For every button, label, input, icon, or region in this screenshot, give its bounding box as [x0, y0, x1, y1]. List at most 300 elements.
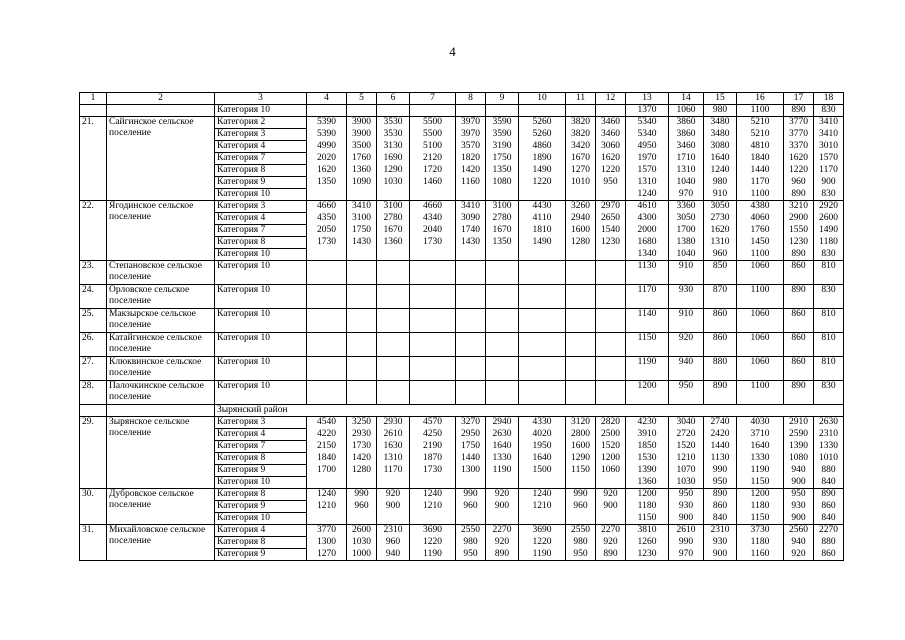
value-cell: 1350 — [486, 237, 519, 249]
value-cell: 4250 — [410, 429, 456, 441]
value-cell: 960 — [566, 501, 596, 513]
header-cell: 8 — [456, 93, 486, 105]
value-cell: 1100 — [737, 381, 784, 405]
category-cell: Категория 3 — [215, 201, 307, 213]
value-cell: 1310 — [626, 177, 669, 189]
value-cell: 970 — [669, 189, 704, 201]
value-cell: 1690 — [377, 153, 410, 165]
value-cell: 1430 — [456, 237, 486, 249]
value-cell: 1490 — [519, 237, 566, 249]
header-cell: 13 — [626, 93, 669, 105]
value-cell: 910 — [669, 309, 704, 333]
value-cell: 870 — [704, 285, 737, 309]
value-cell: 4990 — [307, 141, 347, 153]
value-cell: 1390 — [626, 465, 669, 477]
value-cell: 1190 — [737, 465, 784, 477]
category-cell: Категория 9 — [215, 465, 307, 477]
value-cell: 1100 — [737, 285, 784, 309]
value-cell: 970 — [669, 549, 704, 561]
value-cell: 2270 — [486, 525, 519, 537]
value-cell: 890 — [596, 549, 626, 561]
value-cell: 1190 — [626, 357, 669, 381]
value-cell: 3120 — [566, 417, 596, 429]
value-cell: 830 — [814, 381, 844, 405]
value-cell: 1200 — [737, 489, 784, 501]
value-cell: 5390 — [307, 117, 347, 129]
value-cell: 940 — [784, 537, 814, 549]
header-cell: 17 — [784, 93, 814, 105]
value-cell — [596, 189, 626, 201]
value-cell: 1520 — [596, 441, 626, 453]
value-cell: 2920 — [814, 201, 844, 213]
value-cell — [596, 333, 626, 357]
category-cell: Категория 10 — [215, 381, 307, 405]
value-cell — [377, 513, 410, 525]
value-cell: 3530 — [377, 117, 410, 129]
category-cell: Категория 2 — [215, 117, 307, 129]
value-cell — [566, 477, 596, 489]
value-cell: 940 — [669, 357, 704, 381]
category-cell: Категория 8 — [215, 237, 307, 249]
value-cell: 1240 — [519, 489, 566, 501]
value-cell: 3970 — [456, 129, 486, 141]
value-cell: 1000 — [347, 549, 377, 561]
value-cell: 2820 — [596, 417, 626, 429]
value-cell: 1150 — [626, 333, 669, 357]
value-cell: 1630 — [377, 441, 410, 453]
value-cell: 4950 — [626, 141, 669, 153]
value-cell — [596, 381, 626, 405]
value-cell: 1460 — [410, 177, 456, 189]
value-cell — [377, 333, 410, 357]
value-cell: 1060 — [737, 333, 784, 357]
value-cell: 1440 — [456, 453, 486, 465]
value-cell — [410, 333, 456, 357]
table-header-row — [80, 93, 844, 105]
value-cell — [410, 477, 456, 489]
value-cell: 890 — [704, 381, 737, 405]
value-cell: 1270 — [566, 165, 596, 177]
table-row — [80, 201, 844, 213]
value-cell: 2650 — [596, 213, 626, 225]
value-cell: 1640 — [486, 441, 519, 453]
value-cell: 3260 — [566, 201, 596, 213]
value-cell: 4810 — [737, 141, 784, 153]
value-cell: 980 — [704, 105, 737, 117]
settlement-name: Дубровское сельское поселение — [107, 489, 215, 525]
value-cell: 2630 — [814, 417, 844, 429]
row-number: 29. — [80, 417, 107, 489]
value-cell: 2550 — [456, 525, 486, 537]
value-cell: 990 — [456, 489, 486, 501]
value-cell: 3410 — [456, 201, 486, 213]
value-cell: 1490 — [519, 165, 566, 177]
category-cell: Категория 10 — [215, 357, 307, 381]
value-cell: 1720 — [410, 165, 456, 177]
value-cell: 2270 — [814, 525, 844, 537]
category-cell: Категория 10 — [215, 285, 307, 309]
value-cell: 1420 — [456, 165, 486, 177]
value-cell: 860 — [704, 309, 737, 333]
value-cell: 860 — [704, 333, 737, 357]
value-cell: 900 — [784, 477, 814, 489]
value-cell — [519, 285, 566, 309]
value-cell: 4060 — [737, 213, 784, 225]
category-cell: Категория 9 — [215, 177, 307, 189]
settlement-name: Ягодинское сельское поселение — [107, 201, 215, 261]
value-cell — [377, 309, 410, 333]
value-cell: 1200 — [596, 453, 626, 465]
value-cell — [307, 333, 347, 357]
value-cell: 1680 — [626, 237, 669, 249]
value-cell: 3900 — [347, 129, 377, 141]
value-cell: 810 — [814, 357, 844, 381]
value-cell: 860 — [784, 357, 814, 381]
value-cell: 3460 — [596, 129, 626, 141]
value-cell: 2910 — [784, 417, 814, 429]
value-cell: 5100 — [410, 141, 456, 153]
value-cell — [377, 477, 410, 489]
category-cell: Категория 7 — [215, 441, 307, 453]
value-cell — [347, 309, 377, 333]
value-cell — [456, 249, 486, 261]
value-cell: 920 — [596, 489, 626, 501]
value-cell: 980 — [566, 537, 596, 549]
value-cell: 1230 — [784, 237, 814, 249]
header-cell: 5 — [347, 93, 377, 105]
value-cell — [347, 285, 377, 309]
table-row — [80, 117, 844, 129]
value-cell: 4330 — [519, 417, 566, 429]
value-cell: 840 — [704, 513, 737, 525]
category-cell: Категория 10 — [215, 189, 307, 201]
header-cell: 3 — [215, 93, 307, 105]
value-cell: 990 — [669, 537, 704, 549]
value-cell: 1620 — [596, 153, 626, 165]
value-cell — [307, 249, 347, 261]
value-cell — [519, 309, 566, 333]
value-cell: 1970 — [626, 153, 669, 165]
value-cell: 4860 — [519, 141, 566, 153]
value-cell: 1850 — [626, 441, 669, 453]
value-cell: 890 — [784, 285, 814, 309]
value-cell: 4660 — [410, 201, 456, 213]
value-cell: 4610 — [626, 201, 669, 213]
value-cell — [566, 261, 596, 285]
value-cell: 3570 — [456, 141, 486, 153]
value-cell: 3820 — [566, 129, 596, 141]
value-cell: 960 — [704, 249, 737, 261]
value-cell: 900 — [704, 549, 737, 561]
value-cell: 2930 — [377, 417, 410, 429]
value-cell — [596, 285, 626, 309]
value-cell: 2610 — [377, 429, 410, 441]
settlement-name: Михайловское сельское поселение — [107, 525, 215, 561]
row-number: 25. — [80, 309, 107, 333]
value-cell: 1520 — [669, 441, 704, 453]
value-cell: 890 — [784, 105, 814, 117]
value-cell — [566, 309, 596, 333]
value-cell: 1870 — [410, 453, 456, 465]
value-cell: 920 — [486, 537, 519, 549]
value-cell: 3710 — [737, 429, 784, 441]
header-cell: 14 — [669, 93, 704, 105]
value-cell: 1330 — [486, 453, 519, 465]
value-cell: 1240 — [626, 189, 669, 201]
value-cell: 5500 — [410, 117, 456, 129]
value-cell: 950 — [566, 549, 596, 561]
value-cell: 990 — [347, 489, 377, 501]
value-cell: 960 — [456, 501, 486, 513]
value-cell: 4300 — [626, 213, 669, 225]
value-cell — [596, 357, 626, 381]
value-cell: 2900 — [784, 213, 814, 225]
value-cell: 1170 — [814, 165, 844, 177]
value-cell: 2940 — [566, 213, 596, 225]
table-row — [80, 525, 844, 537]
value-cell: 2050 — [307, 225, 347, 237]
value-cell: 1220 — [784, 165, 814, 177]
table-row — [80, 417, 844, 429]
value-cell — [486, 249, 519, 261]
value-cell: 3970 — [456, 117, 486, 129]
header-cell: 12 — [596, 93, 626, 105]
value-cell: 1290 — [566, 453, 596, 465]
value-cell: 1240 — [307, 489, 347, 501]
value-cell — [410, 309, 456, 333]
category-cell: Категория 7 — [215, 225, 307, 237]
value-cell: 1080 — [784, 453, 814, 465]
value-cell: 1640 — [704, 153, 737, 165]
value-cell: 4340 — [410, 213, 456, 225]
value-cell — [519, 357, 566, 381]
category-cell: Категория 4 — [215, 525, 307, 537]
value-cell: 1670 — [566, 153, 596, 165]
value-cell: 2800 — [566, 429, 596, 441]
value-cell — [566, 513, 596, 525]
value-cell: 1440 — [737, 165, 784, 177]
value-cell: 3060 — [596, 141, 626, 153]
value-cell: 1500 — [519, 465, 566, 477]
value-cell: 4020 — [519, 429, 566, 441]
value-cell: 950 — [456, 549, 486, 561]
value-cell — [566, 105, 596, 117]
value-cell: 1040 — [669, 249, 704, 261]
value-cell: 1220 — [519, 177, 566, 189]
header-cell: 6 — [377, 93, 410, 105]
value-cell: 1080 — [486, 177, 519, 189]
value-cell: 1010 — [566, 177, 596, 189]
value-cell: 1190 — [410, 549, 456, 561]
value-cell: 3690 — [519, 525, 566, 537]
value-cell — [596, 477, 626, 489]
row-number — [80, 105, 107, 117]
value-cell — [519, 513, 566, 525]
value-cell — [347, 249, 377, 261]
value-cell — [410, 105, 456, 117]
value-cell: 3040 — [669, 417, 704, 429]
value-cell — [486, 285, 519, 309]
value-cell: 1160 — [456, 177, 486, 189]
value-cell: 4230 — [626, 417, 669, 429]
value-cell: 880 — [704, 357, 737, 381]
header-cell: 11 — [566, 93, 596, 105]
value-cell: 5260 — [519, 129, 566, 141]
value-cell: 840 — [814, 477, 844, 489]
value-cell: 930 — [669, 285, 704, 309]
value-cell: 2610 — [669, 525, 704, 537]
value-cell: 920 — [377, 489, 410, 501]
value-cell — [596, 513, 626, 525]
value-cell: 1750 — [456, 441, 486, 453]
value-cell: 2190 — [410, 441, 456, 453]
value-cell: 2630 — [486, 429, 519, 441]
value-cell: 890 — [784, 189, 814, 201]
tariff-table — [79, 92, 844, 561]
value-cell: 1150 — [626, 513, 669, 525]
table-row — [80, 285, 844, 309]
value-cell: 900 — [377, 501, 410, 513]
value-cell: 920 — [784, 549, 814, 561]
value-cell — [377, 105, 410, 117]
value-cell: 1100 — [737, 189, 784, 201]
value-cell: 900 — [669, 513, 704, 525]
value-cell: 2040 — [410, 225, 456, 237]
value-cell — [456, 381, 486, 405]
value-cell: 1170 — [737, 177, 784, 189]
value-cell — [566, 285, 596, 309]
value-cell: 1730 — [410, 465, 456, 477]
value-cell: 1570 — [814, 153, 844, 165]
value-cell: 1150 — [737, 513, 784, 525]
value-cell: 3100 — [486, 201, 519, 213]
value-cell — [377, 357, 410, 381]
value-cell: 1060 — [737, 261, 784, 285]
value-cell: 3250 — [347, 417, 377, 429]
value-cell: 1210 — [669, 453, 704, 465]
value-cell: 1670 — [486, 225, 519, 237]
value-cell: 990 — [566, 489, 596, 501]
value-cell: 900 — [596, 501, 626, 513]
value-cell: 2780 — [486, 213, 519, 225]
row-number: 27. — [80, 357, 107, 381]
value-cell: 3370 — [784, 141, 814, 153]
value-cell: 3410 — [347, 201, 377, 213]
value-cell — [456, 261, 486, 285]
value-cell: 2720 — [669, 429, 704, 441]
value-cell — [347, 261, 377, 285]
row-number: 21. — [80, 117, 107, 201]
row-number: 26. — [80, 333, 107, 357]
value-cell: 1190 — [486, 465, 519, 477]
value-cell — [410, 381, 456, 405]
value-cell: 1360 — [347, 165, 377, 177]
category-cell: Категория 10 — [215, 513, 307, 525]
value-cell — [596, 261, 626, 285]
settlement-name: Палочкинское сельское поселение — [107, 381, 215, 405]
category-cell: Категория 3 — [215, 129, 307, 141]
value-cell — [596, 309, 626, 333]
value-cell — [519, 105, 566, 117]
value-cell — [486, 261, 519, 285]
value-cell: 3860 — [669, 129, 704, 141]
value-cell: 2270 — [596, 525, 626, 537]
value-cell: 4350 — [307, 213, 347, 225]
value-cell: 1600 — [566, 441, 596, 453]
row-number: 28. — [80, 381, 107, 405]
value-cell: 3460 — [669, 141, 704, 153]
value-cell: 960 — [377, 537, 410, 549]
value-cell: 3770 — [307, 525, 347, 537]
header-cell: 2 — [107, 93, 215, 105]
header-cell: 4 — [307, 93, 347, 105]
value-cell: 1890 — [519, 153, 566, 165]
value-cell: 930 — [784, 501, 814, 513]
value-cell: 3130 — [377, 141, 410, 153]
value-cell: 2560 — [784, 525, 814, 537]
value-cell: 980 — [456, 537, 486, 549]
category-cell: Категория 4 — [215, 429, 307, 441]
value-cell: 950 — [704, 477, 737, 489]
value-cell: 1180 — [814, 237, 844, 249]
header-cell: 9 — [486, 93, 519, 105]
value-cell: 1640 — [737, 441, 784, 453]
value-cell: 900 — [486, 501, 519, 513]
value-cell — [347, 513, 377, 525]
value-cell: 950 — [669, 489, 704, 501]
value-cell: 940 — [377, 549, 410, 561]
value-cell: 3530 — [377, 129, 410, 141]
value-cell: 860 — [784, 309, 814, 333]
settlement-name — [107, 105, 215, 117]
value-cell — [347, 189, 377, 201]
value-cell: 1150 — [737, 477, 784, 489]
value-cell: 2120 — [410, 153, 456, 165]
value-cell — [486, 513, 519, 525]
table-row — [80, 357, 844, 381]
value-cell: 2310 — [377, 525, 410, 537]
row-number: 22. — [80, 201, 107, 261]
value-cell: 1490 — [814, 225, 844, 237]
value-cell: 3080 — [704, 141, 737, 153]
value-cell: 3010 — [814, 141, 844, 153]
category-cell: Категория 8 — [215, 537, 307, 549]
value-cell — [566, 189, 596, 201]
value-cell — [519, 477, 566, 489]
value-cell: 2970 — [596, 201, 626, 213]
value-cell: 1200 — [626, 381, 669, 405]
table-row — [80, 381, 844, 405]
value-cell: 1620 — [704, 225, 737, 237]
value-cell — [307, 261, 347, 285]
table-row — [80, 489, 844, 501]
value-cell: 4380 — [737, 201, 784, 213]
category-cell: Категория 4 — [215, 141, 307, 153]
value-cell: 1340 — [626, 249, 669, 261]
value-cell: 1230 — [626, 549, 669, 561]
value-cell: 2940 — [486, 417, 519, 429]
value-cell: 830 — [814, 249, 844, 261]
value-cell: 960 — [784, 177, 814, 189]
value-cell: 1220 — [596, 165, 626, 177]
value-cell: 1670 — [377, 225, 410, 237]
value-cell — [486, 477, 519, 489]
value-cell — [486, 357, 519, 381]
value-cell: 1170 — [377, 465, 410, 477]
value-cell: 3810 — [626, 525, 669, 537]
settlement-name: Степановское сельское поселение — [107, 261, 215, 285]
value-cell: 1350 — [486, 165, 519, 177]
